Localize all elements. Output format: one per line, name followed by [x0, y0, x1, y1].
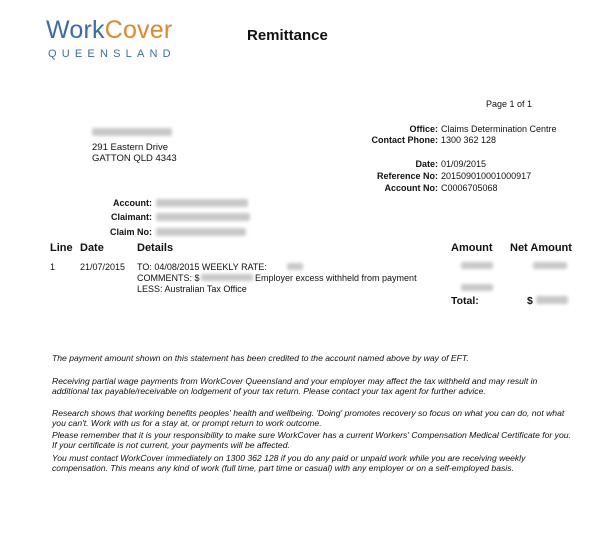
row-date: 21/07/2015	[80, 262, 126, 272]
row-detail-2b: Employer excess withheld from payment	[255, 273, 417, 283]
redacted-weekly-rate	[287, 263, 303, 270]
row-detail-2a: COMMENTS: $	[137, 273, 200, 283]
row-detail-1: TO: 04/08/2015 WEEKLY RATE:	[137, 262, 267, 272]
logo-work-text: Work	[46, 16, 105, 44]
redacted-name	[92, 128, 172, 136]
certificate-notice: Please remember that it is your responsibility to make sure WorkCover has a current Workers' Compensation Medical Certificate for you. If your certificate is not current, your payments will be affected.	[52, 430, 571, 451]
office-label: Office:	[409, 124, 438, 134]
tax-notice: Receiving partial wage payments from WorkCover Queensland and your employer may affect the tax withheld and may result in additional tax payable/receivable on lodgement of your tax return. Please contact your tax agent for further advice.	[52, 376, 538, 397]
redacted-account	[156, 199, 248, 207]
account-no-value: C0006705068	[441, 183, 498, 193]
reference-value: 201509010001000917	[441, 171, 532, 181]
claim-no-label: Claim No:	[109, 227, 152, 237]
claimant-label: Claimant:	[110, 212, 152, 222]
redacted-total	[536, 296, 568, 304]
redacted-amount-2	[461, 284, 493, 291]
account-label: Account:	[113, 198, 152, 208]
logo-subtitle: QUEENSLAND	[48, 48, 176, 60]
account-no-label: Account No:	[384, 183, 438, 193]
logo-cover-text: Cover	[104, 16, 173, 44]
total-label: Total:	[451, 295, 479, 307]
contact-notice: You must contact WorkCover immediately on 1300 362 128 if you do any paid or unpaid work while you are receiving weekly compensation. This means any kind of work (full time, part time or casual) with any employer or on a self-employed basis.	[52, 453, 526, 474]
header-amount: Amount	[451, 242, 493, 254]
redacted-net-amount	[533, 262, 567, 269]
header-date: Date	[80, 242, 104, 254]
reference-label: Reference No:	[376, 171, 438, 181]
row-detail-3: LESS: Australian Tax Office	[137, 284, 247, 294]
header-net-amount: Net Amount	[510, 242, 572, 254]
redacted-excess	[201, 274, 253, 281]
date-value: 01/09/2015	[441, 159, 487, 169]
redacted-claim-no	[156, 228, 246, 236]
office-value: Claims Determination Centre	[441, 124, 557, 134]
phone-label: Contact Phone:	[371, 135, 438, 145]
address-street: 291 Eastern Drive	[92, 142, 169, 153]
page-number: Page 1 of 1	[486, 99, 533, 109]
redacted-claimant	[156, 213, 250, 221]
document-title: Remittance	[247, 27, 328, 44]
address-city: GATTON QLD 4343	[92, 153, 177, 164]
header-details: Details	[137, 242, 174, 254]
eft-notice: The payment amount shown on this statement has been credited to the account named above by way of EFT.	[52, 353, 469, 363]
research-notice: Research shows that working benefits peoples' health and wellbeing. 'Doing' promotes recovery so focus on what you can do, not what you can't. Work with us for a stay at, or prompt return to work outcome.	[52, 408, 565, 429]
redacted-amount-1	[461, 262, 493, 269]
total-prefix: $	[527, 295, 533, 307]
date-label: Date:	[415, 159, 438, 169]
workcover-logo	[46, 16, 172, 45]
phone-value: 1300 362 128	[441, 135, 497, 145]
header-line: Line	[50, 242, 73, 254]
row-line: 1	[50, 262, 56, 272]
